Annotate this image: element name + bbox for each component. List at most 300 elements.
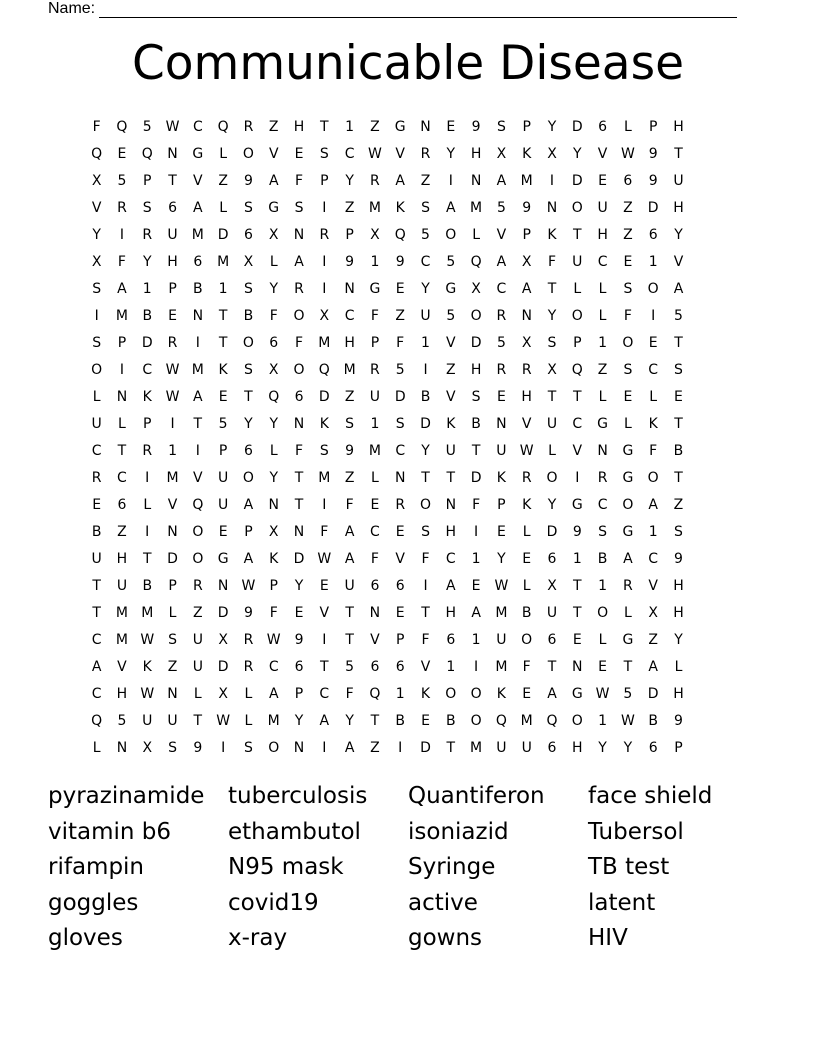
grid-letter: P (168, 281, 177, 297)
grid-letter: O (521, 632, 533, 648)
grid-letter: A (471, 605, 481, 621)
grid-letter: R (142, 443, 153, 459)
grid-letter: O (546, 470, 558, 486)
name-label: Name: (48, 0, 96, 17)
grid-letter: G (622, 470, 634, 486)
grid-letter: B (193, 281, 203, 297)
grid-letter: R (521, 470, 532, 486)
grid-letter: 5 (446, 254, 456, 270)
grid-letter: Y (497, 551, 506, 567)
grid-letter: R (117, 200, 127, 216)
grid-letter: S (243, 740, 253, 756)
grid-letter: P (648, 119, 658, 135)
grid-letter: Z (395, 308, 405, 324)
grid-letter: 5 (142, 119, 152, 135)
grid-letter: Q (141, 146, 153, 162)
grid-letter: 1 (142, 281, 152, 297)
grid-letter: 9 (471, 119, 481, 135)
grid-letter: V (117, 659, 127, 675)
grid-letter: O (647, 470, 659, 486)
grid-letter: 6 (598, 119, 608, 135)
grid-letter: M (470, 740, 483, 756)
grid-letter: T (421, 470, 430, 486)
grid-letter: H (673, 605, 684, 621)
word-bank-item: rifampin (48, 854, 145, 880)
grid-letter: V (446, 335, 456, 351)
grid-letter: Y (269, 416, 278, 432)
grid-letter: X (319, 308, 330, 324)
grid-letter: W (367, 146, 382, 162)
grid-letter: L (598, 632, 607, 648)
grid-letter: N (496, 416, 507, 432)
grid-letter: 5 (117, 173, 127, 189)
grid-letter: C (91, 632, 102, 648)
grid-letter: Y (421, 281, 430, 297)
grid-letter: F (92, 119, 101, 135)
grid-letter: Y (623, 740, 633, 756)
grid-letter: C (597, 497, 608, 513)
grid-letter: A (193, 200, 203, 216)
grid-row (84, 735, 691, 762)
grid-row (84, 411, 691, 438)
grid-letter: U (521, 740, 532, 756)
grid-letter: U (496, 740, 507, 756)
grid-letter: U (546, 605, 558, 621)
grid-letter: S (92, 335, 102, 351)
grid-letter: H (167, 254, 178, 270)
grid-letter: 1 (370, 254, 380, 270)
grid-letter: 6 (547, 632, 557, 648)
grid-letter: W (140, 686, 155, 702)
grid-letter: L (598, 389, 607, 405)
grid-row (84, 438, 691, 465)
grid-letter: I (145, 524, 150, 540)
grid-letter: N (420, 119, 431, 135)
grid-letter: L (674, 659, 683, 675)
grid-letter: I (322, 497, 327, 513)
grid-letter: H (673, 119, 684, 135)
grid-letter: T (244, 389, 253, 405)
grid-letter: T (218, 308, 228, 324)
grid-letter: Z (167, 659, 178, 675)
grid-letter: M (520, 173, 533, 189)
grid-letter: D (217, 227, 229, 243)
grid-letter: R (370, 173, 380, 189)
grid-letter: Y (547, 497, 557, 513)
grid-letter: 5 (218, 416, 228, 432)
grid-letter: B (243, 308, 254, 324)
grid-letter: 1 (598, 335, 608, 351)
grid-letter: G (622, 443, 634, 459)
grid-letter: C (648, 362, 659, 378)
grid-letter: A (673, 281, 684, 297)
grid-letter: Z (344, 200, 355, 216)
grid-letter: G (571, 686, 583, 702)
grid-row (84, 600, 691, 627)
grid-letter: Z (370, 740, 380, 756)
grid-letter: Y (269, 281, 278, 297)
grid-letter: M (115, 308, 128, 324)
grid-row (84, 141, 691, 168)
grid-letter: 5 (496, 335, 506, 351)
grid-letter: R (142, 227, 153, 243)
grid-letter: E (117, 146, 127, 162)
grid-letter: O (192, 551, 204, 567)
grid-letter: W (494, 578, 509, 594)
grid-letter: M (368, 200, 381, 216)
grid-letter: V (193, 173, 203, 189)
grid-letter: Q (470, 254, 482, 270)
grid-letter: X (648, 605, 658, 621)
grid-letter: S (168, 740, 177, 756)
grid-letter: 6 (370, 578, 380, 594)
grid-letter: D (571, 173, 583, 189)
grid-letter: U (167, 227, 178, 243)
grid-letter: S (471, 389, 481, 405)
grid-letter: O (293, 362, 305, 378)
grid-letter: W (165, 362, 180, 378)
grid-letter: I (119, 227, 125, 243)
grid-letter: N (546, 200, 558, 216)
grid-letter: M (470, 200, 483, 216)
grid-letter: X (243, 254, 254, 270)
grid-letter: L (649, 389, 658, 405)
grid-letter: 1 (598, 713, 608, 729)
grid-letter: E (218, 524, 228, 540)
grid-letter: Y (674, 227, 683, 243)
grid-letter: L (244, 686, 253, 702)
grid-letter: 1 (598, 578, 608, 594)
grid-letter: Z (446, 362, 456, 378)
grid-letter: I (145, 470, 150, 486)
grid-letter: A (294, 254, 304, 270)
grid-letter: E (623, 254, 633, 270)
grid-letter: A (268, 686, 279, 702)
grid-row (84, 195, 691, 222)
grid-letter: L (269, 443, 278, 459)
grid-letter: F (294, 443, 304, 459)
grid-letter: P (345, 227, 354, 243)
grid-letter: N (217, 578, 229, 594)
grid-letter: C (319, 686, 330, 702)
grid-letter: O (571, 200, 583, 216)
grid-letter: S (319, 146, 329, 162)
grid-letter: I (322, 281, 327, 297)
grid-letter: K (496, 470, 506, 486)
grid-letter: E (168, 308, 177, 324)
grid-letter: Y (294, 713, 304, 729)
grid-letter: 1 (471, 632, 481, 648)
grid-letter: T (92, 578, 101, 594)
grid-letter: D (546, 524, 558, 540)
name-blank-line (99, 1, 737, 18)
grid-letter: D (318, 389, 330, 405)
grid-letter: G (597, 416, 609, 432)
grid-letter: A (623, 551, 633, 567)
grid-letter: H (116, 551, 128, 567)
grid-letter: U (597, 200, 608, 216)
grid-letter: D (647, 200, 659, 216)
grid-letter: 6 (623, 173, 633, 189)
grid-letter: I (195, 335, 200, 351)
grid-letter: N (445, 497, 457, 513)
grid-letter: S (623, 281, 633, 297)
grid-letter: N (293, 416, 305, 432)
grid-letter: Y (547, 308, 557, 324)
grid-letter: Z (344, 470, 355, 486)
grid-letter: H (445, 524, 457, 540)
grid-letter: T (117, 443, 127, 459)
grid-letter: W (140, 632, 155, 648)
grid-letter: D (293, 551, 305, 567)
grid-letter: E (496, 389, 506, 405)
word-bank-item: gowns (408, 925, 483, 951)
grid-letter: T (370, 713, 380, 729)
grid-letter: I (423, 578, 428, 594)
grid-letter: I (94, 308, 99, 324)
grid-letter: P (522, 227, 531, 243)
grid-letter: S (92, 281, 102, 297)
grid-letter: W (241, 578, 256, 594)
grid-letter: T (294, 470, 304, 486)
grid-letter: I (474, 659, 479, 675)
grid-letter: Z (673, 497, 684, 513)
grid-letter: M (318, 335, 331, 351)
grid-letter: O (597, 605, 609, 621)
grid-letter: Q (91, 146, 103, 162)
grid-letter: H (344, 335, 355, 351)
grid-letter: N (167, 524, 178, 540)
grid-letter: 6 (294, 389, 304, 405)
grid-letter: 9 (522, 200, 532, 216)
grid-letter: K (395, 200, 405, 216)
letter-grid (84, 114, 691, 762)
grid-letter: C (648, 551, 659, 567)
grid-letter: V (597, 146, 608, 162)
grid-letter: W (165, 119, 180, 135)
grid-letter: M (115, 605, 128, 621)
grid-row (84, 573, 691, 600)
grid-letter: 5 (395, 362, 405, 378)
grid-letter: R (370, 362, 380, 378)
grid-letter: B (142, 308, 153, 324)
grid-letter: I (119, 362, 125, 378)
grid-letter: T (345, 605, 354, 621)
grid-letter: E (598, 659, 608, 675)
grid-letter: X (91, 254, 102, 270)
grid-letter: C (420, 254, 431, 270)
grid-letter: A (243, 497, 254, 513)
grid-letter: Q (91, 713, 103, 729)
grid-letter: U (167, 713, 178, 729)
grid-letter: U (496, 632, 507, 648)
grid-letter: Z (623, 200, 633, 216)
grid-letter: L (371, 470, 379, 486)
grid-letter: O (470, 308, 482, 324)
grid-letter: A (648, 659, 658, 675)
grid-letter: P (269, 578, 278, 594)
grid-letter: Z (268, 119, 279, 135)
grid-letter: K (142, 659, 152, 675)
grid-letter: P (117, 335, 127, 351)
grid-letter: I (322, 200, 327, 216)
word-bank-item: N95 mask (228, 854, 344, 880)
grid-letter: E (674, 389, 683, 405)
grid-letter: 9 (648, 173, 658, 189)
grid-letter: D (167, 551, 178, 567)
grid-letter: A (344, 740, 355, 756)
grid-letter: B (420, 389, 431, 405)
grid-letter: L (598, 281, 607, 297)
grid-letter: L (92, 740, 101, 756)
grid-letter: H (597, 227, 608, 243)
grid-letter: F (623, 308, 632, 324)
grid-letter: R (294, 281, 304, 297)
grid-letter: 5 (623, 686, 633, 702)
grid-letter: G (192, 146, 204, 162)
word-bank-item: tuberculosis (228, 783, 368, 809)
grid-letter: V (91, 200, 102, 216)
grid-row (84, 492, 691, 519)
grid-letter: S (421, 524, 430, 540)
grid-letter: Q (217, 119, 229, 135)
grid-letter: W (620, 146, 635, 162)
grid-letter: Q (394, 227, 406, 243)
grid-letter: F (294, 173, 304, 189)
grid-letter: 6 (243, 443, 253, 459)
grid-letter: H (293, 119, 305, 135)
grid-letter: O (445, 686, 457, 702)
grid-letter: E (218, 389, 228, 405)
grid-letter: N (167, 686, 178, 702)
grid-letter: P (674, 740, 683, 756)
grid-letter: P (143, 173, 152, 189)
grid-letter: N (344, 281, 355, 297)
grid-row (84, 249, 691, 276)
grid-row (84, 627, 691, 654)
grid-letter: 5 (117, 713, 127, 729)
grid-letter: V (319, 605, 330, 621)
puzzle-title: Communicable Disease (131, 36, 685, 91)
grid-letter: A (496, 254, 507, 270)
grid-letter: 5 (421, 227, 430, 243)
grid-letter: M (166, 470, 179, 486)
grid-letter: P (294, 686, 304, 702)
grid-letter: A (446, 578, 456, 594)
grid-row (84, 519, 691, 546)
grid-letter: 6 (547, 551, 557, 567)
grid-letter: Y (345, 713, 354, 729)
grid-row (84, 357, 691, 384)
grid-letter: L (472, 227, 480, 243)
grid-letter: X (268, 524, 279, 540)
grid-letter: R (395, 497, 406, 513)
grid-letter: 6 (547, 740, 557, 756)
grid-letter: E (522, 551, 532, 567)
word-bank-item: x-ray (228, 925, 288, 951)
word-bank-item: goggles (48, 889, 139, 916)
word-bank-item: Tubersol (588, 818, 684, 845)
word-bank-item: HIV (588, 925, 628, 951)
grid-letter: V (496, 227, 507, 243)
grid-letter: G (268, 200, 280, 216)
grid-letter: R (597, 470, 608, 486)
grid-letter: 6 (395, 659, 405, 675)
grid-letter: F (396, 335, 405, 351)
grid-letter: U (369, 389, 381, 405)
grid-letter: 6 (168, 200, 177, 216)
grid-letter: T (674, 335, 683, 351)
grid-letter: 1 (345, 119, 355, 135)
grid-letter: O (293, 308, 305, 324)
grid-letter: V (572, 443, 583, 459)
grid-letter: C (344, 146, 355, 162)
grid-letter: O (571, 713, 583, 729)
grid-letter: 6 (294, 659, 304, 675)
grid-letter: X (218, 686, 228, 702)
grid-letter: X (142, 740, 153, 756)
grid-row (84, 168, 691, 195)
grid-letter: I (575, 470, 580, 486)
grid-letter: E (294, 605, 304, 621)
grid-letter: D (470, 335, 482, 351)
grid-letter: N (293, 227, 305, 243)
grid-letter: O (470, 686, 482, 702)
grid-letter: E (370, 497, 380, 513)
grid-letter: M (217, 254, 230, 270)
grid-letter: E (395, 281, 405, 297)
grid-letter: O (445, 227, 457, 243)
grid-letter: M (495, 659, 508, 675)
grid-letter: 6 (193, 254, 203, 270)
grid-letter: W (595, 686, 610, 702)
grid-letter: T (674, 146, 683, 162)
grid-letter: H (521, 389, 532, 405)
grid-letter: U (496, 443, 507, 459)
grid-letter: O (242, 146, 254, 162)
grid-letter: H (445, 605, 457, 621)
grid-letter: I (221, 740, 226, 756)
grid-letter: Y (294, 578, 304, 594)
grid-letter: I (170, 416, 175, 432)
grid-letter: N (394, 470, 406, 486)
grid-letter: O (242, 335, 254, 351)
grid-row (84, 114, 691, 141)
grid-letter: R (420, 146, 431, 162)
grid-letter: 6 (269, 335, 279, 351)
word-bank-item: gloves (48, 925, 123, 951)
grid-letter: L (623, 605, 632, 621)
grid-letter: 6 (446, 632, 456, 648)
grid-letter: X (218, 632, 228, 648)
grid-letter: P (244, 524, 253, 540)
grid-letter: E (395, 524, 405, 540)
grid-letter: X (471, 281, 481, 297)
grid-letter: K (420, 686, 431, 702)
grid-letter: C (268, 659, 279, 675)
grid-letter: 5 (674, 308, 683, 324)
grid-letter: I (322, 740, 327, 756)
grid-letter: P (143, 416, 152, 432)
grid-letter: G (622, 524, 634, 540)
word-bank-item: Syringe (408, 854, 496, 880)
grid-letter: T (547, 389, 557, 405)
grid-letter: L (573, 281, 582, 297)
grid-letter: V (370, 632, 380, 648)
grid-letter: L (244, 713, 253, 729)
grid-letter: X (521, 254, 532, 270)
grid-letter: 1 (572, 551, 582, 567)
